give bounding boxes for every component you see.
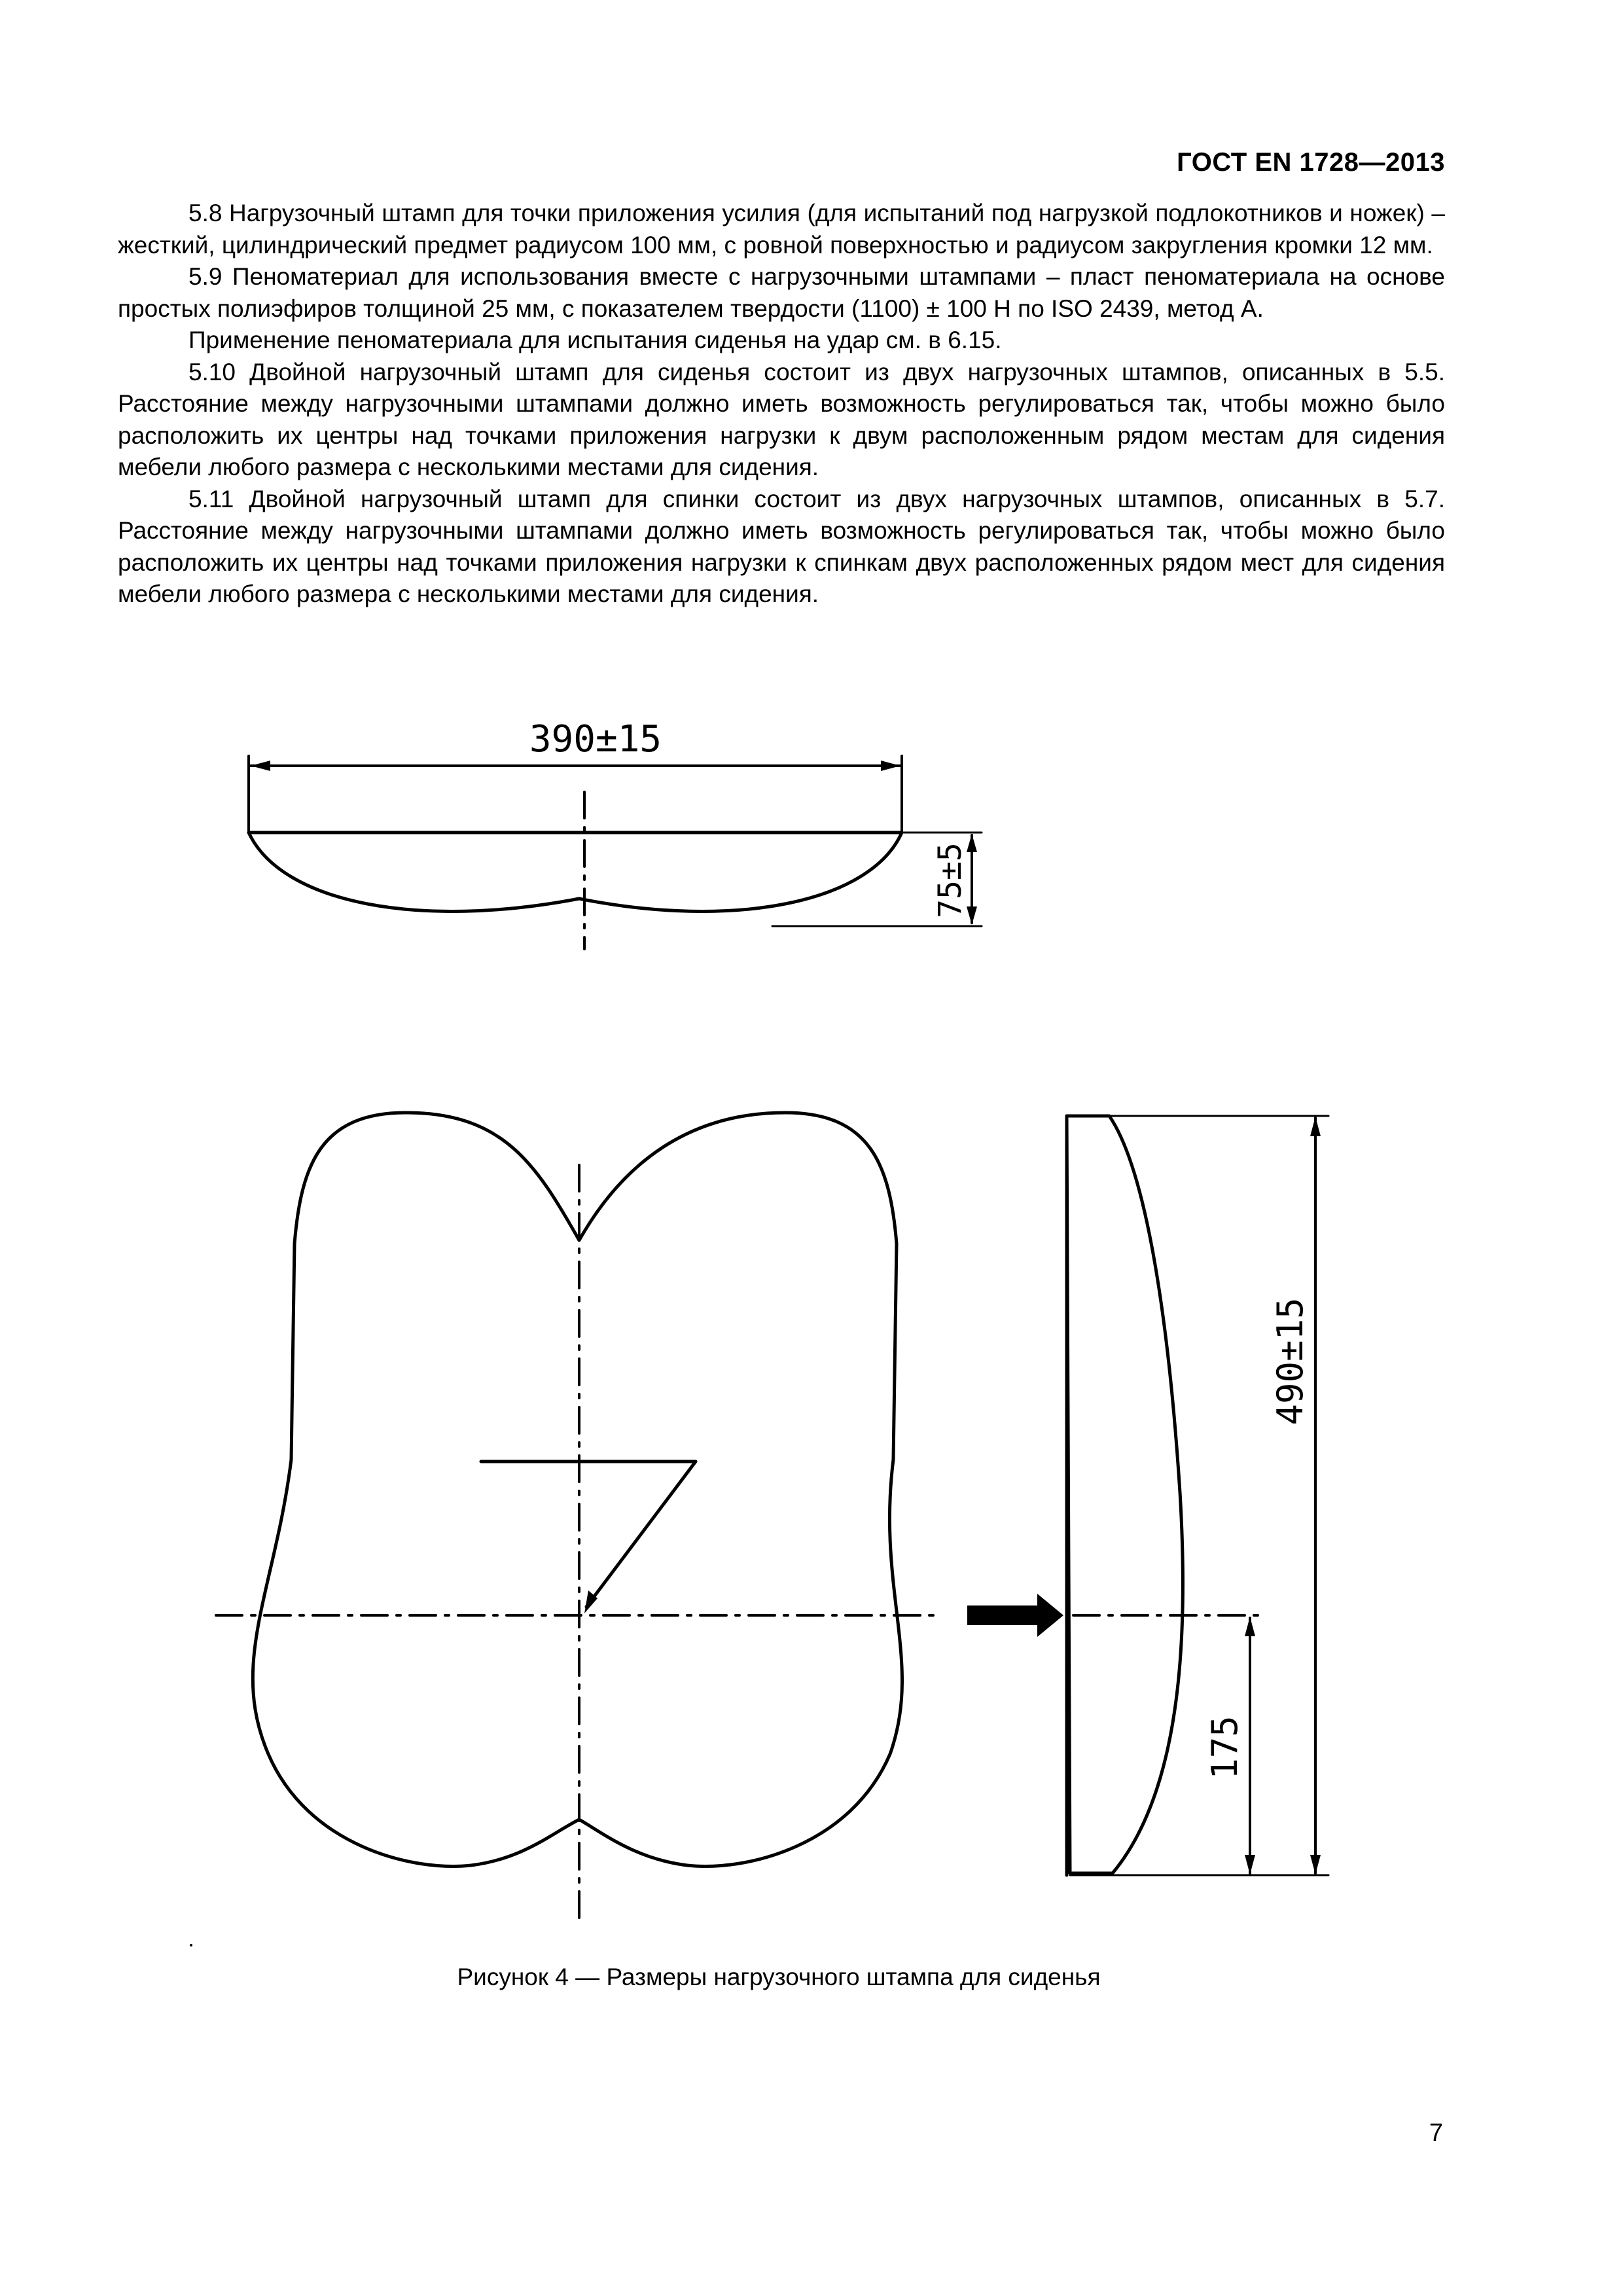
cross-section-view [249, 756, 982, 949]
figure-4-drawing [0, 707, 1623, 1950]
dimension-length-label: 490±15 [1270, 1297, 1311, 1426]
dimension-offset-label: 175 [1204, 1715, 1245, 1780]
body-text [118, 198, 1445, 611]
dimension-width-label: 390±15 [529, 718, 662, 761]
scan-speck [190, 1944, 192, 1946]
paragraph-5-8: 5.8 Нагрузочный штамп для точки приложения усилия (для испытаний под нагрузкой подлокотников и ножек) – жесткий, цилиндрический предмет радиусом 100 мм, с ровной поверхностью и радиусом закругления кромки 12 мм. [118, 200, 1445, 259]
document-header: ГОСТ EN 1728—2013 [1177, 148, 1445, 177]
paragraph-5-11: 5.11 Двойной нагрузочный штамп для спинки состоит из двух нагрузочных штампов, описанных в 5.7. Расстояние между нагрузочными штампами должно иметь возможность регулироваться так, чтобы можно было расположить их центры над точками приложения нагрузки к спинкам двух расположенных рядом мест для сидения мебели любого размера с несколькими местами для сидения. [118, 485, 1445, 607]
dimension-depth-label: 75±5 [932, 842, 969, 918]
figure-caption: Рисунок 4 — Размеры нагрузочного штампа для сиденья [457, 1964, 1101, 1990]
paragraph-foam-note: Применение пеноматериала для испытания сиденья на удар см. в 6.15. [188, 327, 1002, 353]
plan-view [216, 1113, 1063, 1918]
paragraph-5-9: 5.9 Пеноматериал для использования вместе с нагрузочными штампами – пласт пеноматериала на основе простых полиэфиров толщиной 25 мм, с показателем твердости (1100) ± 100 Н по ISO 2439, метод А. [118, 263, 1445, 322]
paragraph-5-10: 5.10 Двойной нагрузочный штамп для сиденья состоит из двух нагрузочных штампов, описанных в 5.5. Расстояние между нагрузочными штампами должно иметь возможность регулироваться так, чтобы можно было расположить их центры над точками приложения нагрузки к двум расположенным рядом местам для сидения мебели любого размера с несколькими местами для сидения. [118, 358, 1445, 480]
side-view [1067, 1116, 1329, 1875]
page-number: 7 [1429, 2119, 1443, 2147]
